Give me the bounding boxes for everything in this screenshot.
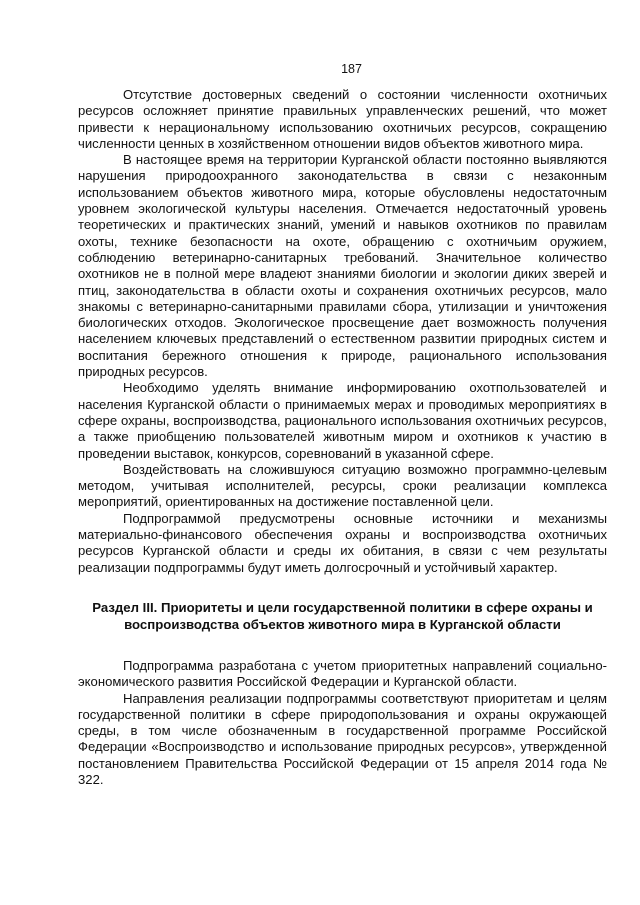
paragraph-informing-public: Необходимо уделять внимание информированию охотпользователей и населения Курганской области о принимаемых мерах и проводимых мероприятиях в сфере охраны, воспроизводства, рационального использования охотничьих ресурсов, а также приобщению пользователей животным миром и охотников к участию в проведении выставок, конкурсов, соревнований в указанной сфере.	[78, 380, 607, 461]
paragraph-implementation-directions: Направления реализации подпрограммы соответствуют приоритетам и целям государственной политики в сфере природопользования и охраны окружающей среды, в том числе обозначенным в государственной программе Российской Федерации «Воспроизводство и использование природных ресурсов», утвержденной постановлением Правительства Российской Федерации от 15 апреля 2014 года № 322.	[78, 690, 607, 787]
paragraph-program-method: Воздействовать на сложившуюся ситуацию возможно программно-целевым методом, учитывая исполнителей, ресурсы, сроки реализации комплекса мероприятий, ориентированных на достижение поставленной цели.	[78, 461, 607, 510]
paragraph-funding-mechanisms: Подпрограммой предусмотрены основные источники и механизмы материально-финансового обеспечения охраны и воспроизводства охотничьих ресурсов Курганской области и среды их обитания, в связи с чем результаты реализации подпрограммы будут иметь долгосрочный и устойчивый характер.	[78, 510, 607, 575]
paragraph-hunting-resources-data: Отсутствие достоверных сведений о состоянии численности охотничьих ресурсов осложняет принятие правильных управленческих решений, что может привести к нерациональному использованию охотничьих ресурсов, сокращению численности ценных в хозяйственном отношении видов объектов животного мира.	[78, 87, 607, 151]
page-number: 187	[341, 62, 362, 76]
paragraph-violations: В настоящее время на территории Курганской области постоянно выявляются нарушения природоохранного законодательства в связи с незаконным использованием объектов животного мира, которые обусловлены недостаточным уровнем экологической культуры населения. Отмечается недостаточный уровень теоретических и практических знаний, умений и навыков охотников по правилам охоты, технике безопасности на охоте, обращению с охотничьим оружием, соблюдению ветеринарно-санитарных требований. Значительное количество охотников не в полной мере владеют знаниями биологии и экологии диких зверей и птиц, законодательства в области охоты и сохранения охотничьих ресурсов, мало знакомы с ветеринарно-санитарными правилами сбора, утилизации и уничтожения биологических отходов. Экологическое просвещение дает возможность получения населением ключевых представлений о естественном развитии природных систем и воспитания бережного отношения к природе, рационального использования природных ресурсов.	[78, 152, 607, 380]
paragraph-subprogram-priorities: Подпрограмма разработана с учетом приоритетных направлений социально-экономического развития Российской Федерации и Курганской области.	[78, 657, 607, 690]
section-heading: Раздел III. Приоритеты и цели государственной политики в сфере охраны и воспроизводства объектов животного мира в Курганской области	[92, 599, 593, 632]
